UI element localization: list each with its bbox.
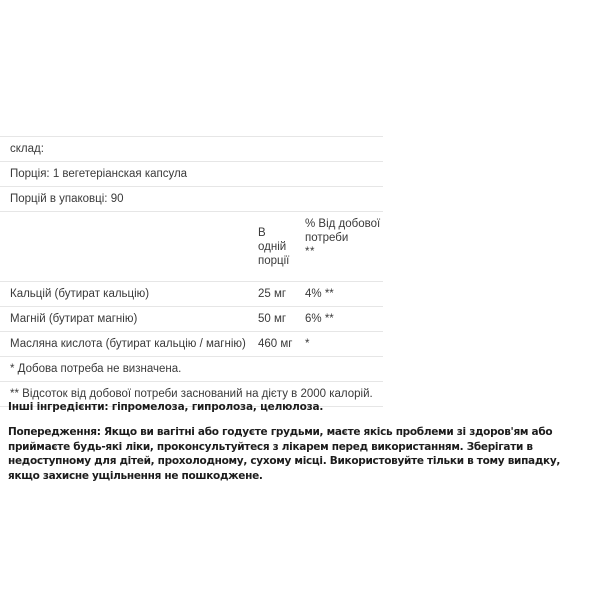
supplement-facts-panel [0,136,600,407]
footnote-daily-value-not-established: * Добова потреба не визначена. [0,357,383,382]
nutrient-name: Магній (бутират магнію) [0,307,248,332]
footnote-percent-daily-value: ** Відсоток від добової потреби заснований на дієту в 2000 калорій. [0,382,383,407]
column-header-daily-value-text: % Від добової потреби [305,218,381,244]
nutrient-daily-value: * [295,332,383,357]
table-row-supplement-label [0,137,383,162]
table-row [0,282,383,307]
nutrient-name: Масляна кислота (бутират кальцію / магнію) [0,332,248,357]
nutrient-daily-value: 4% ** [295,282,383,307]
nutrient-amount: 460 мг [248,332,295,357]
column-header-daily-value [295,212,383,282]
nutrient-amount: 50 мг [248,307,295,332]
nutrient-amount: 25 мг [248,282,295,307]
nutrient-daily-value: 6% ** [295,307,383,332]
supplement-facts-table [0,136,383,407]
other-ingredients-text: Інші інгредієнти: гіпромелоза, гипролоза, целюлоза. [8,401,324,413]
warning-text: Попередження: Якщо ви вагітні або годуєте грудьми, маєте якісь проблеми зі здоров'ям або приймаєте будь-які ліки, проконсультуйтеся з лікарем перед використанням. Зберігати в недоступному для дітей, прохолодному, сухому місці. Використовуйте тільки в тому випадку, якщо захисне ущільнення не пошкоджене. [8,426,561,482]
table-row [0,307,383,332]
table-header-row [0,212,383,282]
servings-per-container: Порцій в упаковці: 90 [0,187,383,212]
column-header-amount: В одній порції [248,212,295,282]
table-row [0,332,383,357]
serving-size: Порція: 1 вегетеріанская капсула [0,162,383,187]
nutrient-name: Кальцій (бутират кальцію) [0,282,248,307]
table-row-serving-size [0,162,383,187]
column-header-daily-value-mark: ** [305,246,315,258]
supplement-label: склад: [0,137,383,162]
table-row-footnote [0,357,383,382]
column-header-name [0,212,248,282]
table-row-servings-per-container [0,187,383,212]
